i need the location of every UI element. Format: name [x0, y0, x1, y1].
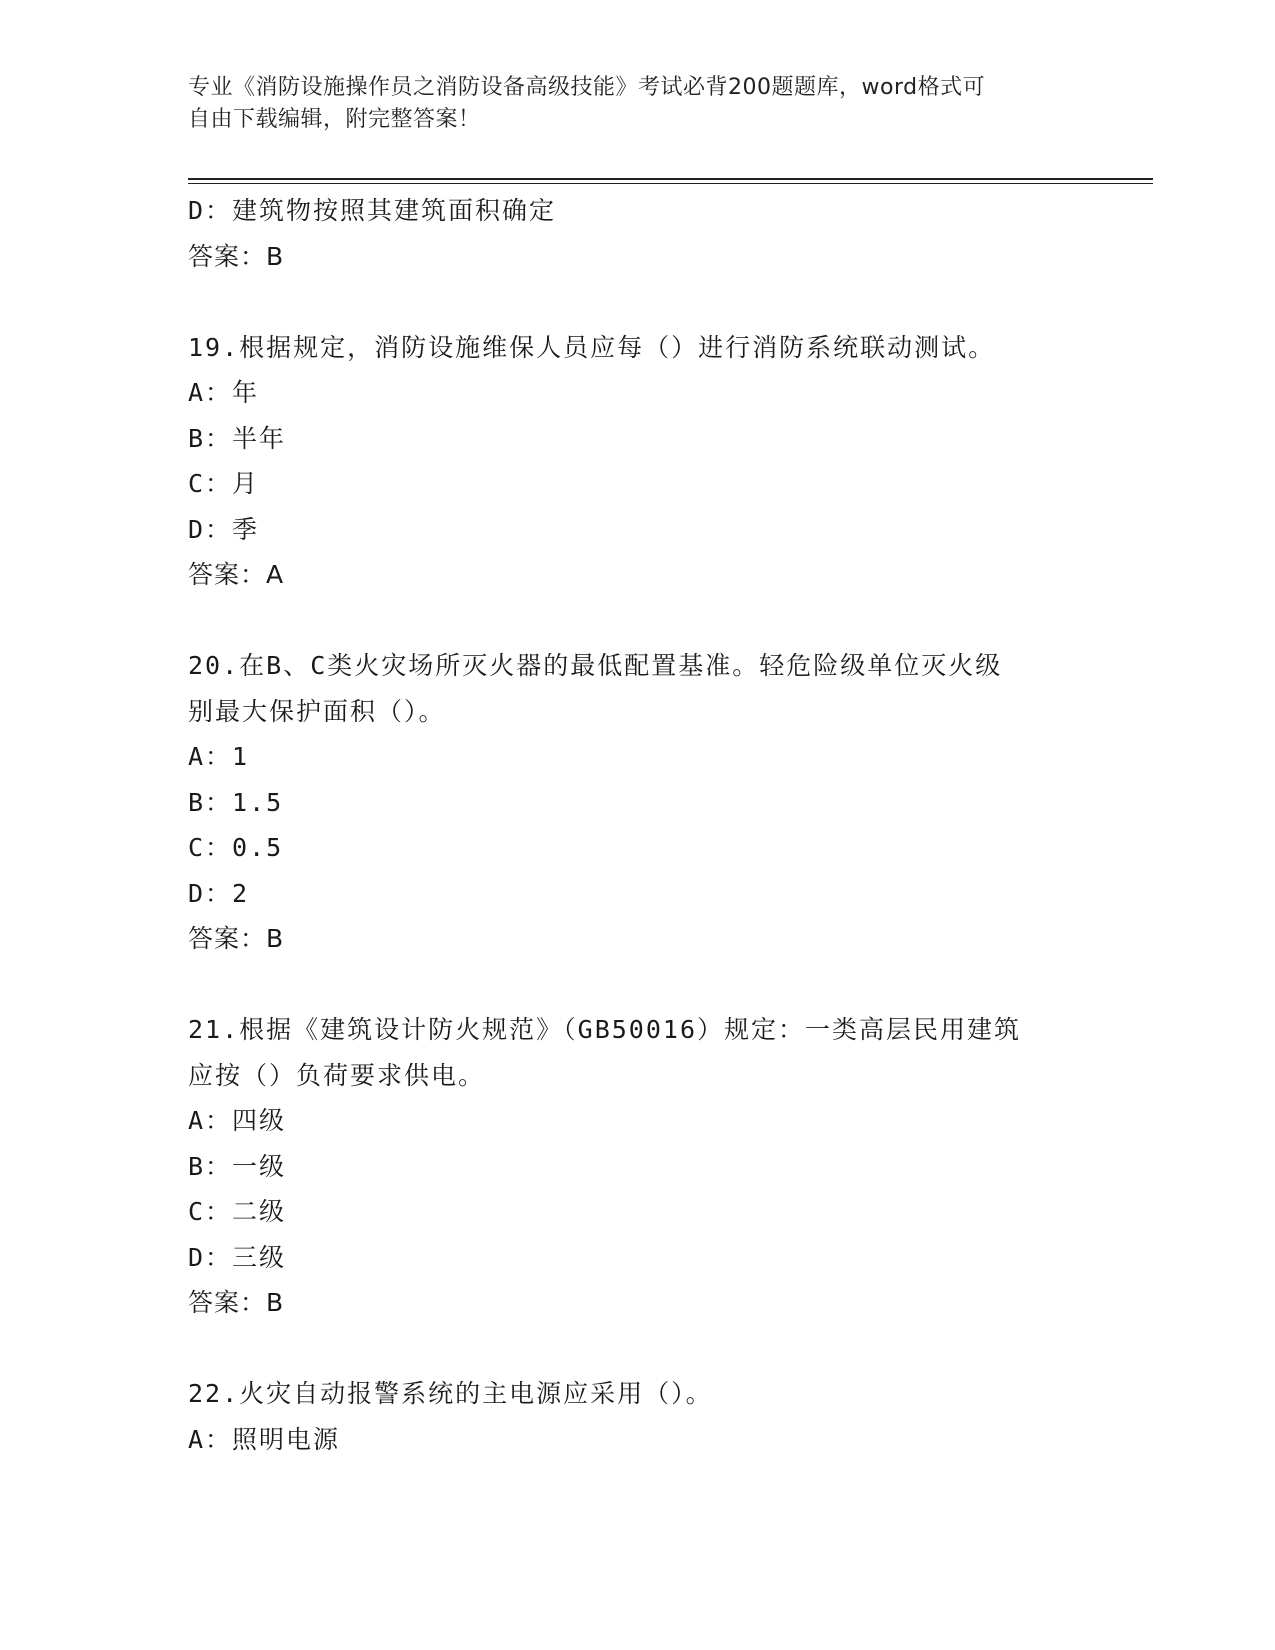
q21-stem-line-1: 21.根据《建筑设计防火规范》（GB50016）规定：一类高层民用建筑	[188, 1015, 1022, 1044]
q20-option-b: B：1.5	[188, 787, 284, 817]
header-divider-thick	[188, 178, 1153, 180]
q21-option-c: C：二级	[188, 1197, 287, 1226]
q22-option-a: A：照明电源	[188, 1424, 341, 1454]
q20-option-d: D：2	[188, 878, 250, 908]
q19-option-b: B：半年	[188, 423, 287, 453]
q22-stem: 22.火灾自动报警系统的主电源应采用（）。	[188, 1379, 713, 1408]
q19-answer: 答案：A	[188, 560, 285, 589]
q19-option-a: A：年	[188, 378, 260, 407]
q21-option-a: A：四级	[188, 1106, 287, 1135]
header-divider-thin	[188, 183, 1153, 184]
q20-answer: 答案：B	[188, 924, 285, 953]
q19-stem: 19.根据规定，消防设施维保人员应每（）进行消防系统联动测试。	[188, 332, 996, 362]
spacer	[188, 598, 1088, 644]
q20-stem-line-1: 20.在B、C类火灾场所灭火器的最低配置基准。轻危险级单位灭火级	[188, 651, 1003, 680]
q21-stem-line-2: 应按（）负荷要求供电。	[188, 1060, 486, 1090]
q18-option-d: D：建筑物按照其建筑面积确定	[188, 196, 557, 225]
spacer	[188, 279, 1088, 325]
q20-stem-line-2: 别最大保护面积（）。	[188, 696, 446, 726]
q21-option-b: B：一级	[188, 1151, 287, 1181]
q20-option-a: A：1	[188, 742, 250, 771]
question-list	[188, 188, 1088, 1462]
q18-answer: 答案：B	[188, 241, 285, 271]
q20-option-c: C：0.5	[188, 833, 284, 862]
header-title-line-2: 自由下载编辑，附完整答案！	[188, 107, 481, 132]
q19-option-d: D：季	[188, 514, 260, 544]
header-title-line-1: 专业《消防设施操作员之消防设备高级技能》考试必背200题题库，word格式可	[188, 75, 986, 100]
q21-option-d: D：三级	[188, 1242, 287, 1272]
document-header	[188, 72, 1068, 136]
spacer	[188, 1326, 1088, 1372]
q21-answer: 答案：B	[188, 1288, 285, 1317]
spacer	[188, 962, 1088, 1008]
q19-option-c: C：月	[188, 469, 260, 498]
